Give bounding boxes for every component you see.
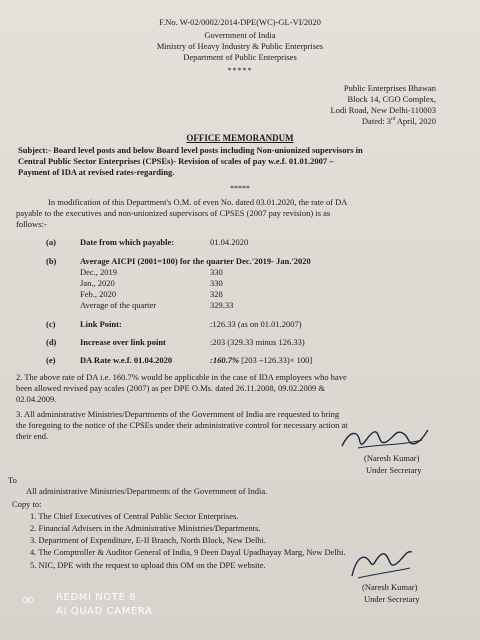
intro-line-2: payable to the executives and non-unionized supervisors of CPSES (2007 pay revision) is as — [16, 208, 331, 218]
para3-line-3: their end. — [16, 431, 49, 441]
to-label: To — [8, 475, 17, 485]
copy-list-item: 4. The Comptroller & Auditor General of India, 9 Deen Dayal Upadhayay Marg, New Delhi. — [30, 547, 346, 557]
memo-title: OFFICE MEMORANDUM — [186, 133, 294, 143]
ministry-line: Ministry of Heavy Industry & Public Enterprises — [156, 41, 324, 51]
signature-mark — [346, 548, 416, 582]
signatory-name: (Naresh Kumar) — [364, 453, 420, 463]
subject-line-2: Central Public Sector Enterprises (CPSEs)- Revision of scales of pay w.e.f. 01.01.2007 – — [18, 156, 334, 166]
cpi-row-value: 330 — [210, 267, 223, 277]
item-d-label: (d) — [46, 337, 57, 347]
cpi-row-name: Average of the quarter — [80, 300, 157, 310]
para2-line-1: 2. The above rate of DA i.e. 160.7% would be applicable in the case of IDA employees who have — [16, 372, 347, 382]
cpi-row-value: 330 — [210, 278, 223, 288]
address-line-3: Lodi Road, New Delhi-110003 — [330, 105, 436, 115]
address-date: Dated: 3rd April, 2020 — [361, 116, 436, 126]
stars-separator: ***** — [230, 184, 250, 193]
item-e-label: (e) — [46, 355, 56, 365]
para2-line-2: been allowed revised pay scales (2007) as per DPE O.Ms. dated 26.11.2008, 09.02.2009 & — [16, 383, 325, 393]
item-c-label: (c) — [46, 319, 56, 329]
signatory-designation: Under Secretary — [366, 465, 422, 475]
address-line-1: Public Enterprises Bhawan — [343, 83, 436, 93]
watermark-device: REDMI NOTE 8 — [56, 592, 137, 603]
signature-mark — [338, 424, 430, 454]
header-divider: ***** — [227, 66, 253, 75]
department-line: Department of Public Enterprises — [183, 52, 297, 62]
item-d-value: :203 (329.33 minus 126.33) — [210, 337, 305, 347]
cpi-row-name: Feb., 2020 — [80, 289, 117, 299]
address-line-2: Block 14, CGO Complex, — [347, 94, 436, 104]
copy-list-item: 1. The Chief Executives of Central Public Sector Enterprises. — [30, 511, 239, 521]
watermark-camera: AI QUAD CAMERA — [56, 606, 153, 617]
copy-list-item: 3. Department of Expenditure, E-II Branch, North Block, New Delhi. — [30, 535, 267, 545]
copy-list-item: 2. Financial Advisers in the Administrative Ministries/Departments. — [30, 523, 261, 533]
copy-to-label: Copy to: — [12, 499, 42, 509]
signatory-designation: Under Secretary — [364, 594, 420, 604]
subject-line-3: Payment of IDA at revised rates-regarding. — [18, 167, 175, 177]
cpi-row-value: 328 — [210, 289, 223, 299]
item-b-title: Average AICPI (2001=100) for the quarter Dec.'2019- Jan.'2020 — [80, 256, 311, 266]
item-a-value: 01.04.2020 — [210, 237, 249, 247]
item-b-label: (b) — [46, 256, 57, 266]
item-e-title: DA Rate w.e.f. 01.04.2020 — [80, 355, 173, 365]
cpi-row-value: 329.33 — [210, 300, 234, 310]
file-number: F.No. W-02/0002/2014-DPE(WC)-GL-VI/2020 — [159, 17, 321, 27]
intro-line-3: follows:- — [16, 219, 47, 229]
signatory-name: (Naresh Kumar) — [362, 582, 418, 592]
item-e-value: :160.7% [203 ÷126.33)× 100] — [210, 355, 313, 365]
item-d-title: Increase over link point — [80, 337, 166, 347]
to-recipient: All administrative Ministries/Departments of the Government of India. — [26, 486, 268, 496]
intro-line-1: In modification of this Department's O.M. of even No. dated 03.01.2020, the rate of DA — [48, 197, 348, 207]
camera-lens-icon — [22, 594, 34, 606]
para2-line-3: 02.04.2009. — [16, 394, 57, 404]
subject-line-1: Subject:- Board level posts and below Board level posts including Non-unionized supervisors in — [18, 145, 363, 155]
item-c-title: Link Point: — [80, 319, 122, 329]
cpi-row-name: Dec., 2019 — [80, 267, 118, 277]
cpi-row-name: Jan., 2020 — [80, 278, 115, 288]
item-a-title: Date from which payable: — [80, 237, 175, 247]
item-a-label: (a) — [46, 237, 56, 247]
government-line: Government of India — [204, 30, 276, 40]
para3-line-2: the foregoing to the notice of the CPSEs under their administrative control for necessary action at — [16, 420, 348, 430]
para3-line-1: 3. All administrative Ministries/Departments of the Government of India are requested to bring — [16, 409, 340, 419]
copy-list-item: 5. NIC, DPE with the request to upload this OM on the DPE website. — [30, 560, 266, 570]
item-c-value: :126.33 (as on 01.01.2007) — [210, 319, 302, 329]
